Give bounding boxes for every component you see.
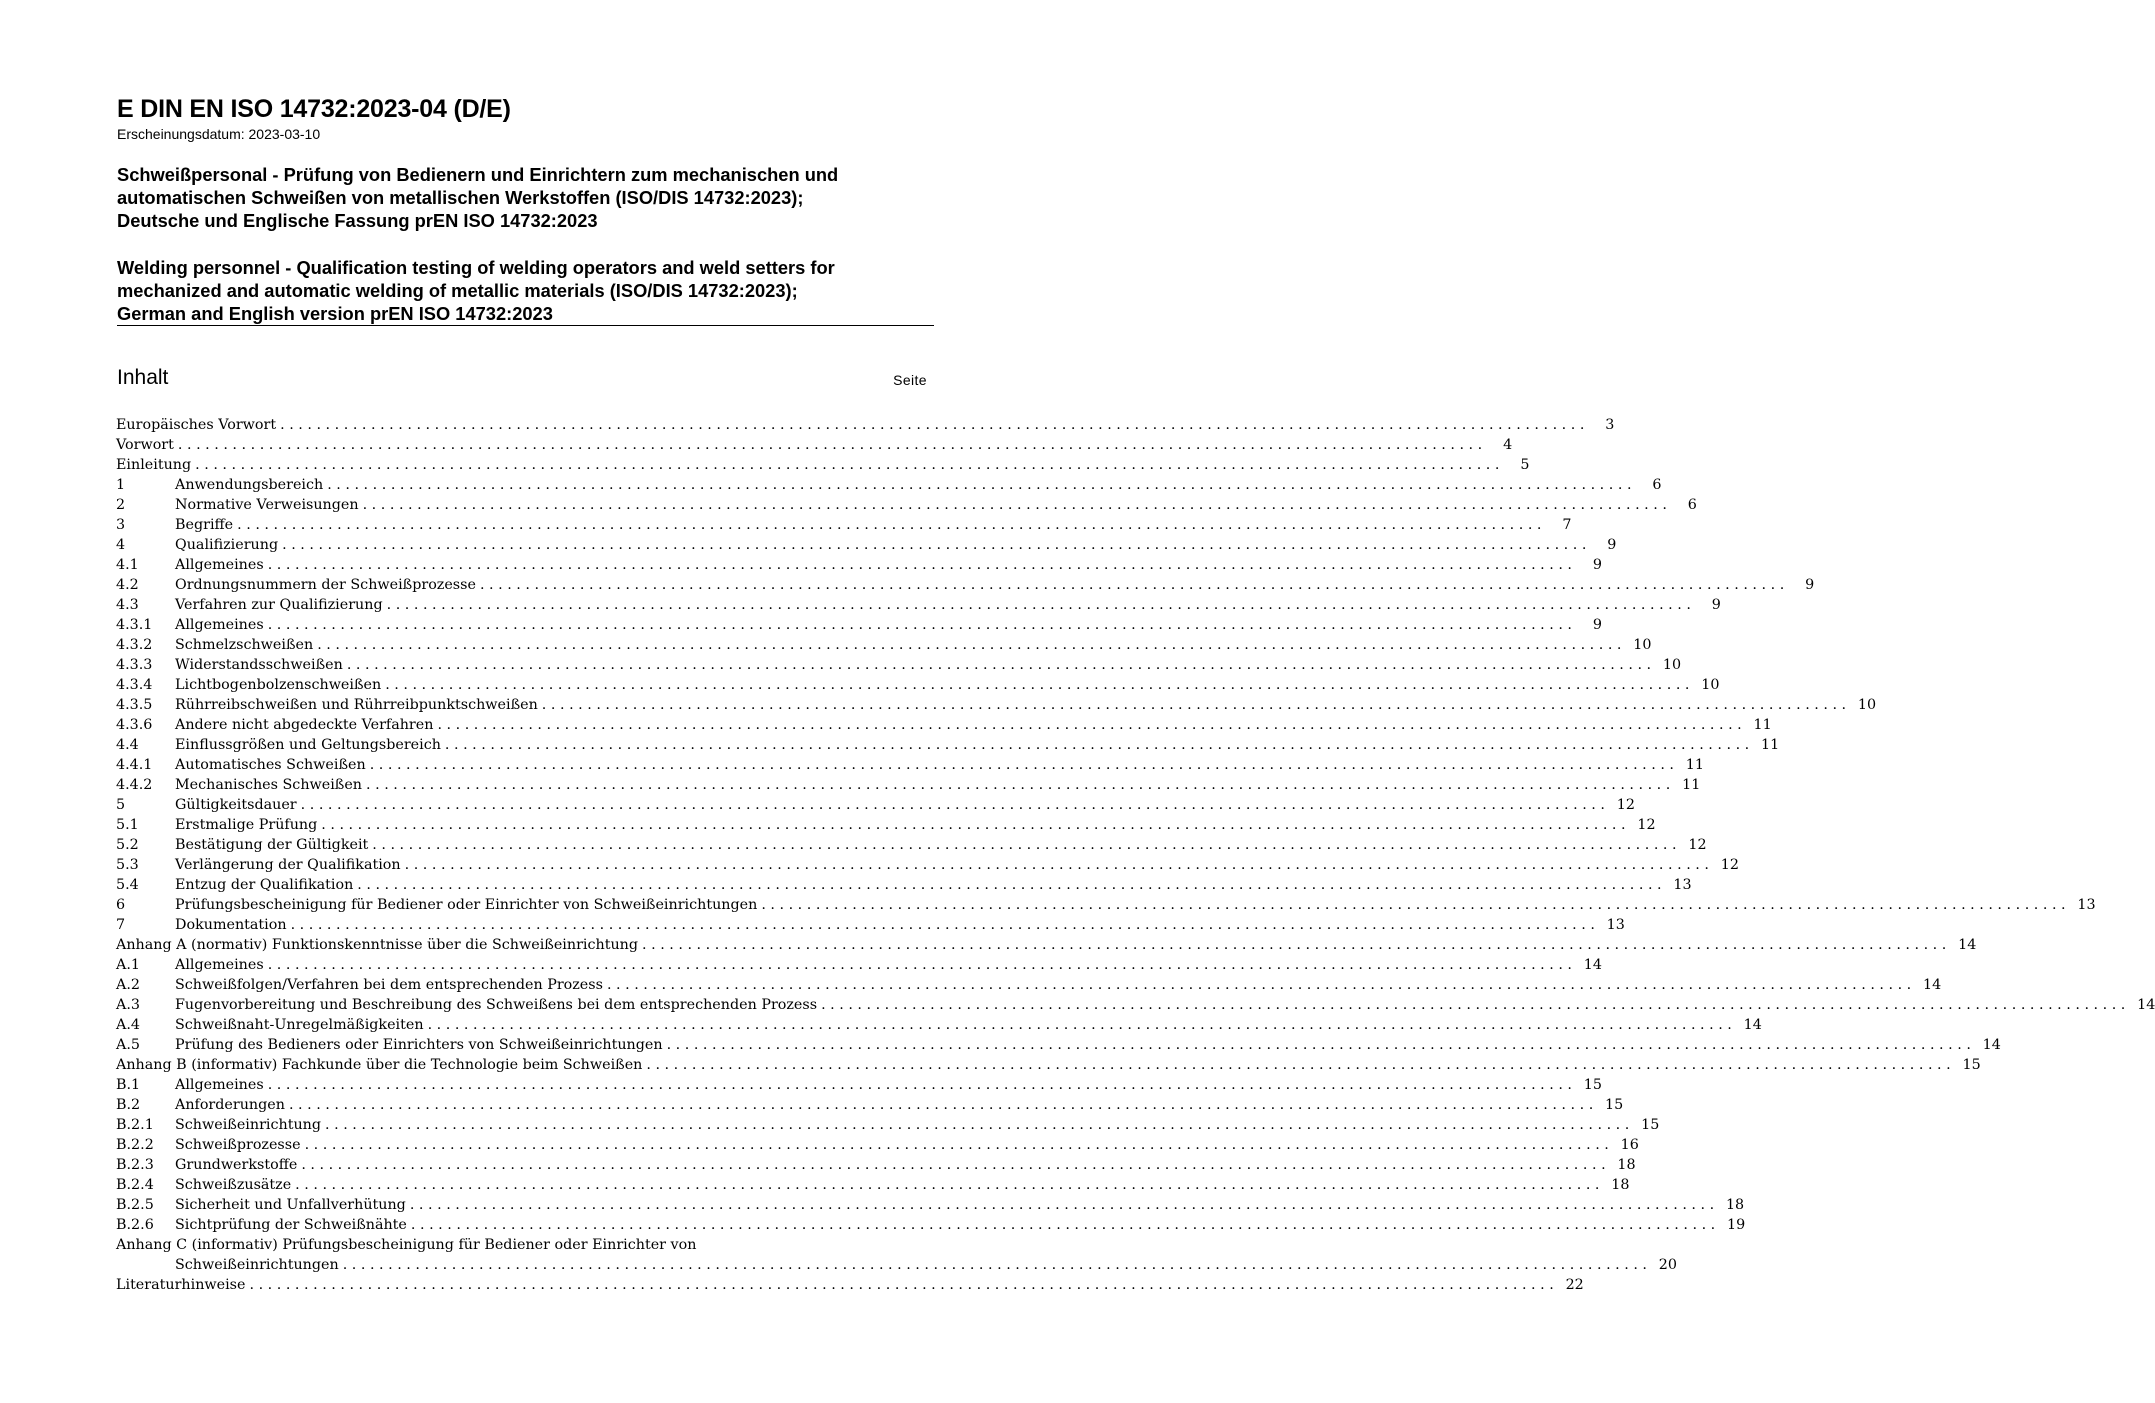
toc-entry[interactable] <box>116 575 1815 595</box>
toc-entry-page: 9 <box>1607 537 1617 553</box>
toc-entry-page: 9 <box>1592 557 1602 573</box>
toc-entry[interactable] <box>116 1055 1981 1075</box>
toc-leader-dots <box>237 515 1541 535</box>
toc-leader-dots <box>366 775 1670 795</box>
toc-entry-title: Qualifizierung <box>175 537 279 553</box>
toc-entry-page: 6 <box>1687 497 1697 513</box>
toc-entry-title: Einflussgrößen und Geltungsbereich <box>175 737 441 753</box>
toc-entry[interactable] <box>116 615 1602 635</box>
toc-entry-title: Grundwerkstoffe <box>175 1157 298 1173</box>
toc-entry-number: A.4 <box>116 1017 140 1033</box>
toc-entry-page: 4 <box>1503 437 1513 453</box>
page-column-label: Seite <box>893 372 927 388</box>
toc-leader-dots <box>542 695 1846 715</box>
toc-entry-page: 9 <box>1711 597 1721 613</box>
toc-leader-dots <box>268 615 1572 635</box>
toc-entry-title-continued: Schweißeinrichtungen <box>175 1257 339 1273</box>
toc-entry-number: 4.3.6 <box>116 717 153 733</box>
toc-entry-title: Mechanisches Schweißen <box>175 777 363 793</box>
toc-entry-page: 9 <box>1592 617 1602 633</box>
toc-entry[interactable] <box>116 755 1704 775</box>
toc-entry-page: 14 <box>1958 937 1977 953</box>
toc-entry-page: 11 <box>1682 777 1701 793</box>
title-german-line: automatischen Schweißen von metallischen Werkstoffen (ISO/DIS 14732:2023); <box>117 187 804 208</box>
toc-entry[interactable] <box>116 1155 1636 1175</box>
toc-leader-dots <box>370 755 1674 775</box>
toc-entry-number: 1 <box>116 477 126 493</box>
toc-leader-dots <box>761 895 2065 915</box>
toc-entry-title: Sicherheit und Unfallverhütung <box>175 1197 406 1213</box>
toc-entry-number: A.3 <box>116 997 140 1013</box>
toc-leader-dots <box>295 1175 1599 1195</box>
toc-entry-title: Dokumentation <box>175 917 287 933</box>
toc-leader-dots <box>343 1255 1647 1275</box>
toc-entry-number: 4.4.2 <box>116 777 153 793</box>
toc-leader-dots <box>445 735 1749 755</box>
toc-entry-page: 10 <box>1662 657 1682 673</box>
toc-entry-number: 3 <box>116 517 126 533</box>
toc-entry-number: 4.2 <box>116 577 139 593</box>
toc-entry[interactable] <box>116 855 1739 875</box>
toc-entry-title: Einleitung <box>116 457 192 473</box>
toc-entry-title: Sichtprüfung der Schweißnähte <box>175 1217 407 1233</box>
toc-entry-page: 12 <box>1616 797 1635 813</box>
toc-leader-dots <box>268 555 1572 575</box>
toc-entry-page: 15 <box>1583 1077 1602 1093</box>
toc-entry-page: 12 <box>1688 837 1707 853</box>
toc-entry-number: 4.1 <box>116 557 139 573</box>
toc-entry[interactable] <box>116 515 1572 535</box>
toc-entry[interactable] <box>116 1095 1624 1115</box>
title-german-line: Deutsche und Englische Fassung prEN ISO 14732:2023 <box>117 210 598 231</box>
toc-entry-number: 4.4 <box>116 737 139 753</box>
toc-entry[interactable] <box>116 635 1652 655</box>
toc-entry-page: 15 <box>1605 1097 1624 1113</box>
toc-entry-title: Anforderungen <box>175 1097 285 1113</box>
toc-leader-dots <box>372 835 1676 855</box>
toc-entry-number: B.2.6 <box>116 1217 154 1233</box>
toc-entry-number: A.5 <box>116 1037 140 1053</box>
toc-entry-title: Bestätigung der Gültigkeit <box>175 837 369 853</box>
toc-leader-dots <box>317 635 1621 655</box>
toc-leader-dots <box>327 475 1631 495</box>
toc-entry-page: 19 <box>1727 1217 1746 1233</box>
toc-leader-dots <box>387 595 1691 615</box>
toc-entry[interactable] <box>116 655 1682 675</box>
toc-entry-page: 13 <box>2077 897 2096 913</box>
toc-entry-number: 5.4 <box>116 877 139 893</box>
toc-entry-number: B.2.5 <box>116 1197 154 1213</box>
toc-entry-title: Rührreibschweißen und Rührreibpunktschweißen <box>175 697 538 713</box>
toc-leader-dots <box>821 995 2125 1015</box>
toc-entry-page: 5 <box>1520 457 1530 473</box>
toc-entry-title: Schweißfolgen/Verfahren bei dem entsprechenden Prozess <box>175 977 603 993</box>
toc-entry[interactable] <box>116 1175 1630 1195</box>
toc-entry[interactable] <box>116 555 1602 575</box>
toc-entry[interactable] <box>116 715 1772 735</box>
toc-entry-number: 4.3.3 <box>116 657 153 673</box>
toc-entry[interactable] <box>116 475 1662 495</box>
toc-entry-title: Normative Verweisungen <box>175 497 359 513</box>
toc-entry-page: 11 <box>1685 757 1704 773</box>
toc-leader-dots <box>642 935 1946 955</box>
toc-leader-dots <box>607 975 1911 995</box>
toc-leader-dots <box>667 1035 1971 1055</box>
toc-entry-title: Lichtbogenbolzenschweißen <box>175 677 382 693</box>
toc-entry-title: Schweißprozesse <box>175 1137 301 1153</box>
toc-entry-page: 14 <box>1982 1037 2001 1053</box>
toc-leader-dots <box>325 1115 1629 1135</box>
toc-leader-dots <box>249 1275 1553 1295</box>
toc-entry[interactable] <box>116 1035 2001 1055</box>
toc-entry-title: Prüfungsbescheinigung für Bediener oder Einrichter von Schweißeinrichtungen <box>175 897 758 913</box>
toc-entry[interactable] <box>116 875 1692 895</box>
toc-entry[interactable] <box>116 795 1635 815</box>
title-english-line: mechanized and automatic welding of metallic materials (ISO/DIS 14732:2023); <box>117 280 798 301</box>
toc-entry-number: 5.2 <box>116 837 139 853</box>
toc-entry-page: 14 <box>2137 997 2155 1013</box>
toc-entry[interactable] <box>116 1115 1660 1135</box>
toc-entry[interactable] <box>116 1135 1639 1155</box>
title-english <box>117 256 932 325</box>
toc-entry[interactable] <box>116 495 1697 515</box>
toc-entry[interactable] <box>116 675 1720 695</box>
toc-entry[interactable] <box>116 595 1721 615</box>
toc-entry-number: 5 <box>116 797 126 813</box>
toc-entry-title: Automatisches Schweißen <box>175 757 366 773</box>
toc-leader-dots <box>289 1095 1593 1115</box>
toc-entry-number: B.1 <box>116 1077 141 1093</box>
toc-entry-number: B.2.3 <box>116 1157 154 1173</box>
toc-leader-dots <box>363 495 1667 515</box>
toc-entry[interactable] <box>116 975 1942 995</box>
toc-entry[interactable] <box>116 915 1625 935</box>
toc-entry[interactable] <box>116 735 1780 755</box>
toc-entry-title: Gültigkeitsdauer <box>175 797 297 813</box>
toc-entry-page: 7 <box>1562 517 1572 533</box>
toc-leader-dots <box>280 415 1584 435</box>
toc-leader-dots <box>357 875 1661 895</box>
toc-entry-title: Prüfung des Bedieners oder Einrichters von Schweißeinrichtungen <box>175 1037 663 1053</box>
toc-entry-title: Anhang A (normativ) Funktionskenntnisse über die Schweißeinrichtung <box>116 937 639 953</box>
toc-leader-dots <box>410 1195 1714 1215</box>
table-of-contents <box>116 415 2155 1295</box>
toc-entry-title: Schweißzusätze <box>175 1177 292 1193</box>
title-german-line: Schweißpersonal - Prüfung von Bedienern und Einrichtern zum mechanischen und <box>117 164 839 185</box>
toc-leader-dots <box>480 575 1784 595</box>
toc-entry-number: 4.3 <box>116 597 139 613</box>
toc-entry-title: Schweißnaht-Unregelmäßigkeiten <box>175 1017 424 1033</box>
title-english-line: German and English version prEN ISO 14732:2023 <box>117 303 553 324</box>
toc-entry-title: Schweißeinrichtung <box>175 1117 322 1133</box>
toc-entry-page: 18 <box>1611 1177 1630 1193</box>
toc-entry-page: 9 <box>1805 577 1815 593</box>
title-english-line: Welding personnel - Qualification testing of welding operators and weld setters for <box>117 257 835 278</box>
toc-entry[interactable] <box>116 895 2096 915</box>
toc-entry-title: Widerstandsschweißen <box>175 657 343 673</box>
toc-entry-number: 2 <box>116 497 126 513</box>
toc-entry-title: Allgemeines <box>175 617 264 633</box>
toc-entry-title: Andere nicht abgedeckte Verfahren <box>175 717 434 733</box>
toc-leader-dots <box>321 815 1625 835</box>
toc-entry-page: 6 <box>1652 477 1662 493</box>
toc-entry-number: 4.3.5 <box>116 697 153 713</box>
toc-entry-number: A.1 <box>116 957 140 973</box>
title-divider <box>117 325 934 326</box>
toc-leader-dots <box>385 675 1689 695</box>
toc-leader-dots <box>301 1155 1605 1175</box>
toc-entry-title: Allgemeines <box>175 557 264 573</box>
toc-entry-page: 15 <box>1641 1117 1660 1133</box>
toc-entry[interactable] <box>116 1015 1762 1035</box>
toc-entry[interactable] <box>116 535 1617 555</box>
toc-entry-number: B.2.2 <box>116 1137 154 1153</box>
toc-entry-page: 18 <box>1725 1197 1745 1213</box>
toc-entry-number: A.2 <box>116 977 140 993</box>
toc-entry-number: 4.3.4 <box>116 677 153 693</box>
toc-entry-number: B.2.1 <box>116 1117 154 1133</box>
toc-entry-page: 14 <box>1743 1017 1762 1033</box>
toc-entry-title: Schmelzschweißen <box>175 637 314 653</box>
toc-entry-title: Anwendungsbereich <box>175 477 324 493</box>
toc-entry-page: 3 <box>1605 417 1615 433</box>
toc-entry-number: 5.3 <box>116 857 139 873</box>
toc-heading: Inhalt <box>117 366 169 389</box>
toc-leader-dots <box>268 1075 1572 1095</box>
toc-entry-number: 4.3.2 <box>116 637 153 653</box>
toc-leader-dots <box>305 1135 1609 1155</box>
toc-entry[interactable] <box>116 775 1701 795</box>
toc-entry-title: Verlängerung der Qualifikation <box>175 857 401 873</box>
toc-entry-page: 15 <box>1962 1057 1981 1073</box>
title-german <box>117 163 932 232</box>
toc-entry[interactable] <box>116 1215 1746 1235</box>
toc-entry-number: 4 <box>116 537 126 553</box>
toc-leader-dots <box>646 1055 1950 1075</box>
toc-entry-page: 22 <box>1565 1277 1584 1293</box>
toc-entry[interactable] <box>116 455 1530 475</box>
toc-entry[interactable] <box>116 695 1877 715</box>
toc-entry[interactable] <box>116 815 1656 835</box>
toc-entry-number: B.2.4 <box>116 1177 154 1193</box>
toc-entry-title: Anhang C (informativ) Prüfungsbescheinigung für Bediener oder Einrichter von <box>116 1237 697 1253</box>
toc-entry-number: 5.1 <box>116 817 139 833</box>
toc-leader-dots <box>268 955 1572 975</box>
toc-entry-title: Fugenvorbereitung und Beschreibung des Schweißens bei dem entsprechenden Prozess <box>175 997 818 1013</box>
toc-entry-page: 10 <box>1633 637 1652 653</box>
toc-leader-dots <box>347 655 1651 675</box>
toc-leader-dots <box>437 715 1741 735</box>
toc-entry-page: 14 <box>1923 977 1942 993</box>
toc-entry[interactable] <box>116 955 1602 975</box>
toc-entry-title: Begriffe <box>175 517 234 533</box>
toc-leader-dots <box>178 435 1482 455</box>
toc-entry-page: 11 <box>1761 737 1780 753</box>
toc-entry-title: Europäisches Vorwort <box>116 417 277 433</box>
toc-entry-page: 14 <box>1583 957 1602 973</box>
toc-entry[interactable] <box>116 935 1977 955</box>
toc-leader-dots <box>428 1015 1732 1035</box>
document-id: E DIN EN ISO 14732:2023-04 (D/E) <box>117 95 511 123</box>
toc-entry-page: 18 <box>1617 1157 1636 1173</box>
toc-entry-title: Verfahren zur Qualifizierung <box>175 597 383 613</box>
toc-leader-dots <box>301 795 1605 815</box>
toc-leader-dots <box>282 535 1586 555</box>
toc-leader-dots <box>195 455 1499 475</box>
toc-entry-literature[interactable] <box>116 1275 1584 1295</box>
toc-entry-page: 12 <box>1637 817 1656 833</box>
toc-entry-title: Entzug der Qualifikation <box>175 877 354 893</box>
toc-entry-title: Erstmalige Prüfung <box>175 817 318 833</box>
toc-entry-number: 6 <box>116 897 126 913</box>
toc-entry-title: Ordnungsnummern der Schweißprozesse <box>175 577 476 593</box>
toc-entry-page: 13 <box>1673 877 1692 893</box>
toc-entry-title: Literaturhinweise <box>116 1277 246 1293</box>
toc-leader-dots <box>405 855 1709 875</box>
toc-entry-title: Anhang B (informativ) Fachkunde über die Technologie beim Schweißen <box>116 1057 643 1073</box>
toc-entry-title: Allgemeines <box>175 957 264 973</box>
toc-entry-page: 10 <box>1701 677 1720 693</box>
toc-entry-number: 7 <box>116 917 126 933</box>
toc-entry[interactable] <box>116 435 1513 455</box>
publication-date: Erscheinungsdatum: 2023-03-10 <box>117 126 321 142</box>
toc-leader-dots <box>411 1215 1715 1235</box>
toc-entry[interactable] <box>116 835 1707 855</box>
toc-entry-annex-c[interactable] <box>116 1235 1677 1275</box>
toc-entry-page: 13 <box>1606 917 1625 933</box>
toc-entry-page: 16 <box>1620 1137 1639 1153</box>
toc-entry-title: Vorwort <box>116 437 174 453</box>
toc-entry-number: B.2 <box>116 1097 141 1113</box>
toc-entry-page: 11 <box>1753 717 1772 733</box>
toc-entry-page: 10 <box>1857 697 1877 713</box>
toc-entry[interactable] <box>116 995 2155 1015</box>
toc-entry-page: 20 <box>1658 1257 1677 1273</box>
toc-entry[interactable] <box>116 1195 1745 1215</box>
toc-entry-number: 4.4.1 <box>116 757 153 773</box>
toc-entry-page: 12 <box>1720 857 1739 873</box>
toc-entry-title: Allgemeines <box>175 1077 264 1093</box>
toc-entry[interactable] <box>116 1075 1602 1095</box>
toc-entry-number: 4.3.1 <box>116 617 153 633</box>
toc-leader-dots <box>291 915 1595 935</box>
toc-entry[interactable] <box>116 415 1615 435</box>
